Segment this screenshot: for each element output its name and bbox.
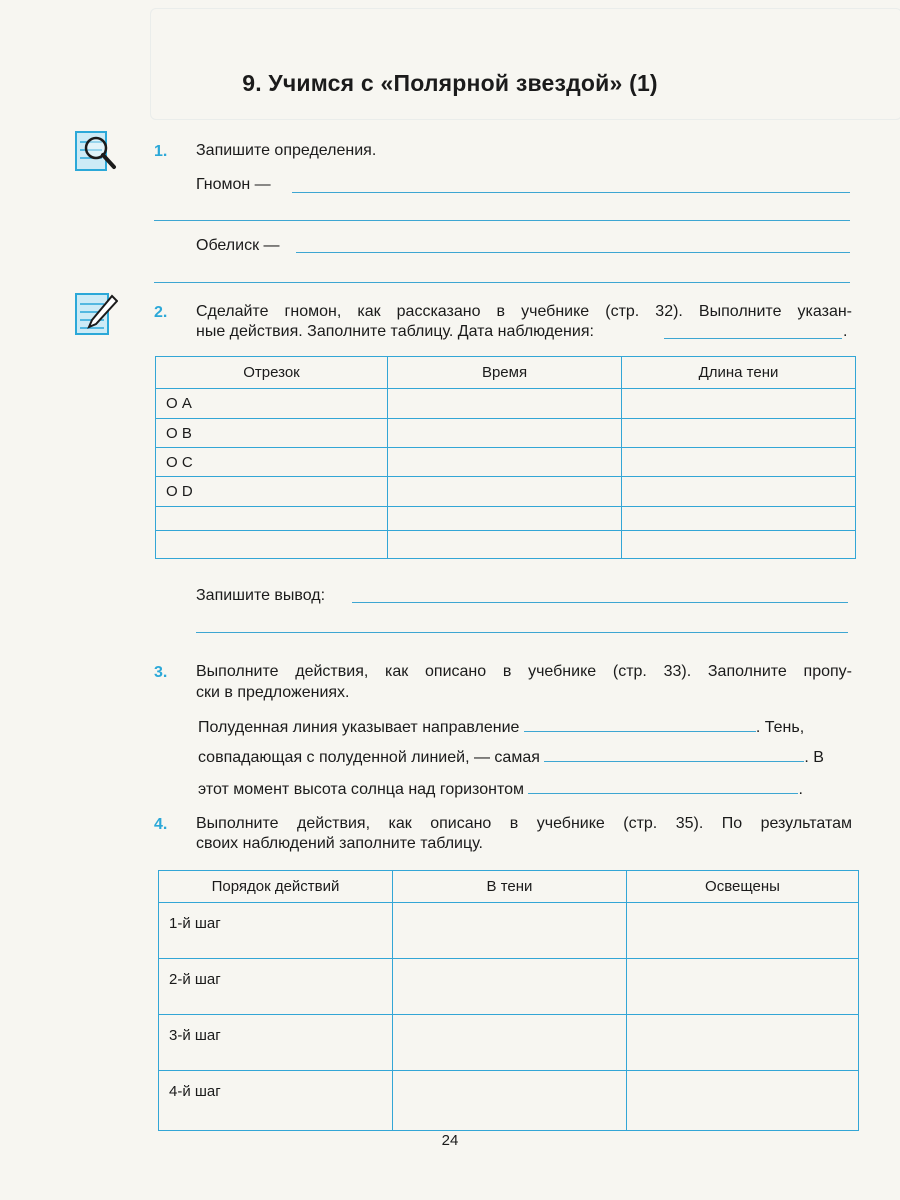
segment-cell: О D [156,477,388,507]
obelisk-answer-line-2[interactable] [154,282,850,283]
task2-number: 2. [154,304,168,321]
conclusion-answer-line-2[interactable] [196,632,848,633]
sentence-1-end: . Тень, [755,719,805,736]
task4-line1: Выполните действия, как описано в учебнике (стр. 35). По результатам [196,815,852,832]
task4-number: 4. [154,816,168,833]
task2-period: . [843,323,848,340]
shadow-length-cell[interactable] [622,531,856,559]
sentence-3-start: этот момент высота солнца над горизонтом [198,781,524,798]
direction-blank[interactable] [524,717,756,732]
header-in-shadow: В тени [393,871,627,903]
time-cell[interactable] [388,419,622,448]
page-title: 9. Учимся с «Полярной звездой» (1) [242,70,658,96]
task2-line1: Сделайте гномон, как рассказано в учебнике (стр. 32). Выполните указан- [196,303,852,320]
shadow-length-cell[interactable] [622,477,856,507]
task1-number: 1. [154,143,168,160]
time-cell[interactable] [388,531,622,559]
table-row [156,531,856,559]
task3-line1: Выполните действия, как описано в учебнике (стр. 33). Заполните пропу- [196,663,852,680]
table-row [159,903,859,959]
task1-prompt: Запишите определения. [196,142,377,159]
shadow-length-table [155,356,856,559]
table-row [156,507,856,531]
header-time: Время [388,357,622,389]
table-row [159,959,859,1015]
table-header-row [159,871,859,903]
time-cell[interactable] [388,448,622,477]
table-row [156,448,856,477]
step-cell: 3-й шаг [159,1015,393,1071]
sentence-2-end: . В [804,749,824,766]
task3-line2: ски в предложениях. [196,684,350,701]
lit-cell[interactable] [627,903,859,959]
observation-date-field[interactable] [664,338,842,339]
task4-line2: своих наблюдений заполните таблицу. [196,835,483,852]
table-row [159,1071,859,1131]
page-number: 24 [441,1132,459,1149]
shadow-length-cell[interactable] [622,389,856,419]
sentence-2-start: совпадающая с полуденной линией, — самая [198,749,540,766]
in-shadow-cell[interactable] [393,959,627,1015]
gnomon-answer-line[interactable] [292,192,850,193]
segment-cell[interactable] [156,531,388,559]
segment-cell: О С [156,448,388,477]
obelisk-label: Обелиск — [196,237,280,254]
sentence-1 [198,716,804,740]
segment-cell: О В [156,419,388,448]
step-cell: 1-й шаг [159,903,393,959]
in-shadow-cell[interactable] [393,1071,627,1131]
shadow-length-cell[interactable] [622,507,856,531]
notebook-pencil-icon [74,292,118,336]
table-row [156,419,856,448]
table-header-row [156,357,856,389]
header-steps: Порядок действий [159,871,393,903]
time-cell[interactable] [388,389,622,419]
observation-steps-table [158,870,859,1131]
table-row [159,1015,859,1071]
lit-cell[interactable] [627,1015,859,1071]
magnifier-icon [74,130,118,174]
gnomon-label: Гномон — [196,176,271,193]
step-cell: 2-й шаг [159,959,393,1015]
conclusion-answer-line[interactable] [352,602,848,603]
task2-line2: ные действия. Заполните таблицу. Дата наблюдения: [196,323,594,340]
sentence-3 [198,778,803,802]
header-segment: Отрезок [156,357,388,389]
gnomon-answer-line-2[interactable] [154,220,850,221]
sentence-2 [198,746,824,770]
step-cell: 4-й шаг [159,1071,393,1131]
conclusion-label: Запишите вывод: [196,587,326,604]
segment-cell: О А [156,389,388,419]
segment-cell[interactable] [156,507,388,531]
lit-cell[interactable] [627,959,859,1015]
obelisk-answer-line[interactable] [296,252,850,253]
shadow-length-cell[interactable] [622,448,856,477]
task3-number: 3. [154,664,168,681]
header-shadow-length: Длина тени [622,357,856,389]
time-cell[interactable] [388,477,622,507]
header-lit: Освещены [627,871,859,903]
sentence-3-end: . [798,781,803,798]
time-cell[interactable] [388,507,622,531]
sun-height-blank[interactable] [528,779,798,794]
in-shadow-cell[interactable] [393,1015,627,1071]
sentence-1-start: Полуденная линия указывает направление [198,719,520,736]
in-shadow-cell[interactable] [393,903,627,959]
bleed-through-shadow [150,8,900,120]
table-row [156,389,856,419]
shadow-length-cell[interactable] [622,419,856,448]
shortest-shadow-blank[interactable] [544,747,804,762]
table-row [156,477,856,507]
lit-cell[interactable] [627,1071,859,1131]
